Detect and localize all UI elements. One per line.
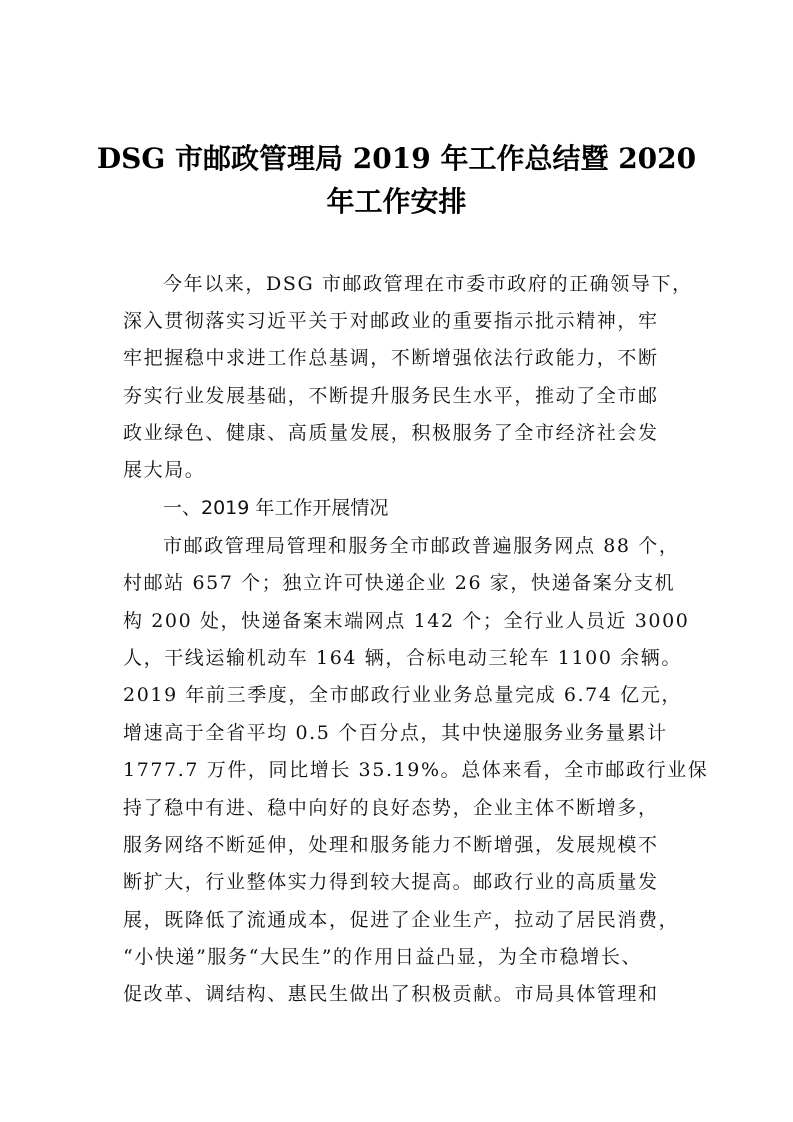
paragraph-line: 1777.7 万件，同比增长 35.19%。总体来看，全市邮政行业保: [123, 759, 709, 781]
paragraph-line: 夯实行业发展基础，不断提升服务民生水平，推动了全市邮: [123, 385, 659, 407]
paragraph-line: 市邮政管理局管理和服务全市邮政普遍服务网点 88 个，: [163, 535, 680, 557]
paragraph-line: 人，干线运输机动车 164 辆，合标电动三轮车 1100 余辆。: [123, 647, 682, 669]
paragraph-line: 村邮站 657 个；独立许可快递企业 26 家，快递备案分支机: [123, 572, 676, 594]
paragraph-line: 增速高于全省平均 0.5 个百分点，其中快递服务业务量累计: [123, 722, 668, 744]
section-heading: 一、2019 年工作开展情况: [163, 497, 389, 519]
paragraph-line: 促改革、调结构、惠民生做出了积极贡献。市局具体管理和: [123, 983, 659, 1005]
document-title-line-2: 年工作安排: [326, 185, 467, 218]
paragraph-line: 深入贯彻落实习近平关于对邮政业的重要指示批示精神，牢: [123, 310, 659, 332]
paragraph-line: 牢把握稳中求进工作总基调，不断增强依法行政能力，不断: [123, 347, 659, 369]
document-title-line-1: DSG 市邮政管理局 2019 年工作总结暨 2020: [96, 142, 697, 175]
paragraph-line: 断扩大，行业整体实力得到较大提高。邮政行业的高质量发: [123, 871, 659, 893]
paragraph-line: 构 200 处，快递备案末端网点 142 个；全行业人员近 3000: [123, 610, 690, 632]
paragraph-line: 持了稳中有进、稳中向好的良好态势，企业主体不断增多，: [123, 797, 659, 819]
paragraph-line: 展，既降低了流通成本，促进了企业生产，拉动了居民消费，: [123, 909, 680, 931]
paragraph-line: 服务网络不断延伸，处理和服务能力不断增强，发展规模不: [123, 834, 659, 856]
paragraph-line: 今年以来，DSG 市邮政管理在市委市政府的正确领导下，: [163, 273, 693, 295]
paragraph-line: 展大局。: [123, 459, 206, 481]
paragraph-line: “小快递”服务“大民生”的作用日益凸显，为全市稳增长、: [123, 946, 643, 968]
paragraph-line: 政业绿色、健康、高质量发展，积极服务了全市经济社会发: [123, 422, 659, 444]
paragraph-line: 2019 年前三季度，全市邮政行业业务总量完成 6.74 亿元，: [123, 684, 682, 706]
